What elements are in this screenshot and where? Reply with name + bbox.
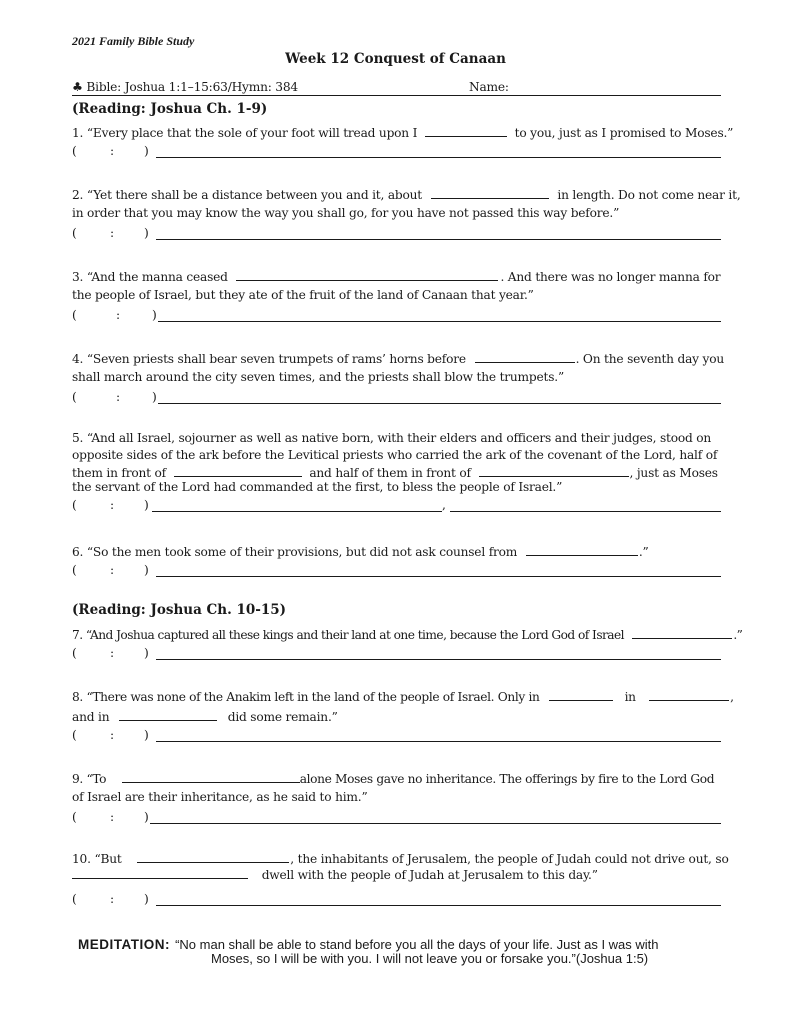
bible-reference: ♣ Bible: Joshua 1:1–15:63/Hymn: 384 <box>72 80 298 94</box>
answer-rule[interactable] <box>156 576 721 577</box>
question-6 <box>72 543 649 559</box>
ref-line[interactable] <box>72 390 721 406</box>
question-text: alone Moses gave no inheritance. The offerings by fire to the Lord God <box>299 772 715 786</box>
paren-open: ( <box>72 308 77 322</box>
meditation-verse-line-2: Moses, so I will be with you. I will not leave you or forsake you.”(Joshua 1:5) <box>211 951 649 966</box>
question-8 <box>72 688 734 704</box>
colon: : <box>110 226 115 240</box>
meditation-verse-line-1: “No man shall be able to stand before you all the days of your life. Just as I was with <box>175 937 659 952</box>
question-1 <box>72 124 733 140</box>
question-text: of Israel are their inheritance, as he said to him.” <box>72 790 368 804</box>
paren-open: ( <box>72 646 77 660</box>
ref-line[interactable] <box>72 728 721 744</box>
question-text: in order that you may know the way you shall go, for you have not passed this way before.” <box>72 206 620 220</box>
question-text: .” <box>638 545 649 559</box>
paren-open: ( <box>72 144 77 158</box>
section-heading: (Reading: Joshua Ch. 10-15) <box>72 602 287 618</box>
question-text: , just as Moses <box>629 466 718 480</box>
answer-blank[interactable] <box>137 850 289 863</box>
ref-line[interactable] <box>72 563 721 579</box>
question-text: 2. “Yet there shall be a distance between you and it, about <box>72 188 422 202</box>
paren-close: ) <box>144 646 149 660</box>
answer-blank[interactable] <box>526 543 638 556</box>
paren-open: ( <box>72 728 77 742</box>
question-9 <box>72 770 714 786</box>
question-2 <box>72 186 741 202</box>
paren-open: ( <box>72 892 77 906</box>
paren-close: ) <box>152 308 157 322</box>
colon: : <box>110 892 115 906</box>
answer-blank[interactable] <box>479 464 629 477</box>
question-text <box>72 464 718 480</box>
colon: : <box>110 646 115 660</box>
ref-line[interactable] <box>72 498 721 514</box>
question-text: 9. “To <box>72 772 107 786</box>
question-text: 6. “So the men took some of their provisions, but did not ask counsel from <box>72 545 518 559</box>
question-text <box>72 708 338 724</box>
question-text: and in <box>72 710 110 724</box>
name-field[interactable] <box>516 95 721 96</box>
comma: , <box>442 498 446 512</box>
question-text <box>72 866 598 882</box>
answer-blank[interactable] <box>632 626 732 639</box>
question-text: . On the seventh day you <box>575 352 725 366</box>
question-text: . And there was no longer manna for <box>500 270 721 284</box>
question-text: opposite sides of the ark before the Levitical priests who carried the ark of the covenant of the Lord, half of <box>72 448 718 462</box>
question-text: in <box>624 690 636 704</box>
question-text: to you, just as I promised to Moses.” <box>514 126 734 140</box>
question-10 <box>72 850 729 866</box>
answer-rule[interactable] <box>156 741 721 742</box>
paren-close: ) <box>144 728 149 742</box>
ref-line[interactable] <box>72 226 721 242</box>
colon: : <box>110 563 115 577</box>
paren-open: ( <box>72 810 77 824</box>
answer-blank[interactable] <box>119 708 217 721</box>
answer-blank[interactable] <box>236 268 498 281</box>
question-text: 7. “And Joshua captured all these kings and their land at one time, because the Lord God of Israel <box>72 628 625 642</box>
paren-open: ( <box>72 390 77 404</box>
ref-line[interactable] <box>72 144 721 160</box>
answer-rule[interactable] <box>158 403 721 404</box>
question-7 <box>72 626 742 642</box>
colon: : <box>110 144 115 158</box>
question-text: .” <box>733 628 743 642</box>
question-text: 3. “And the manna ceased <box>72 270 228 284</box>
question-text: in length. Do not come near it, <box>557 188 741 202</box>
question-text: them in front of <box>72 466 166 480</box>
answer-rule[interactable] <box>158 321 721 322</box>
answer-rule[interactable] <box>450 511 721 512</box>
meditation-colon: : <box>165 937 170 952</box>
answer-rule[interactable] <box>156 157 721 158</box>
paren-close: ) <box>144 810 149 824</box>
answer-blank[interactable] <box>649 688 729 701</box>
question-text: did some remain.” <box>227 710 338 724</box>
question-text: and half of them in front of <box>309 466 471 480</box>
paren-close: ) <box>152 390 157 404</box>
colon: : <box>110 728 115 742</box>
paren-open: ( <box>72 563 77 577</box>
answer-blank[interactable] <box>72 866 248 879</box>
question-text: , the inhabitants of Jerusalem, the people of Judah could not drive out, so <box>290 852 729 866</box>
paren-close: ) <box>144 892 149 906</box>
answer-blank[interactable] <box>431 186 549 199</box>
paren-close: ) <box>144 498 149 512</box>
answer-rule[interactable] <box>150 823 721 824</box>
question-text: 1. “Every place that the sole of your foot will tread upon I <box>72 126 418 140</box>
paren-close: ) <box>144 144 149 158</box>
answer-blank[interactable] <box>122 770 300 783</box>
answer-rule[interactable] <box>156 905 721 906</box>
question-text: 10. “But <box>72 852 122 866</box>
question-text: , <box>730 690 734 704</box>
question-text: shall march around the city seven times, and the priests shall blow the trumpets.” <box>72 370 564 384</box>
answer-rule[interactable] <box>156 239 721 240</box>
colon: : <box>110 810 115 824</box>
question-4 <box>72 350 724 366</box>
paren-close: ) <box>144 226 149 240</box>
question-text: the servant of the Lord had commanded at the first, to bless the people of Israel.” <box>72 480 563 494</box>
paren-open: ( <box>72 498 77 512</box>
answer-blank[interactable] <box>549 688 613 701</box>
ref-line[interactable] <box>72 810 721 826</box>
section-heading: (Reading: Joshua Ch. 1-9) <box>72 101 268 117</box>
series-label: 2021 Family Bible Study <box>72 34 195 48</box>
answer-rule[interactable] <box>156 659 721 660</box>
ref-line[interactable] <box>72 308 721 324</box>
paren-close: ) <box>144 563 149 577</box>
answer-blank[interactable] <box>174 464 302 477</box>
meditation-label: MEDITATION <box>78 937 165 952</box>
answer-blank[interactable] <box>425 124 507 137</box>
question-text: dwell with the people of Judah at Jerusalem to this day.” <box>261 868 598 882</box>
colon: : <box>110 498 115 512</box>
ref-line[interactable] <box>72 892 721 908</box>
answer-rule[interactable] <box>152 511 442 512</box>
ref-line[interactable] <box>72 646 721 662</box>
answer-blank[interactable] <box>475 350 575 363</box>
question-text: 4. “Seven priests shall bear seven trumpets of rams’ horns before <box>72 352 466 366</box>
colon: : <box>116 390 121 404</box>
question-text: 8. “There was none of the Anakim left in the land of the people of Israel. Only in <box>72 690 540 704</box>
question-5: 5. “And all Israel, sojourner as well as native born, with their elders and officers and their judges, stood on <box>72 431 712 445</box>
colon: : <box>116 308 121 322</box>
question-3 <box>72 268 720 284</box>
name-label: Name: <box>469 80 509 94</box>
page-title: Week 12 Conquest of Canaan <box>285 51 506 67</box>
question-text: the people of Israel, but they ate of the fruit of the land of Canaan that year.” <box>72 288 534 302</box>
paren-open: ( <box>72 226 77 240</box>
